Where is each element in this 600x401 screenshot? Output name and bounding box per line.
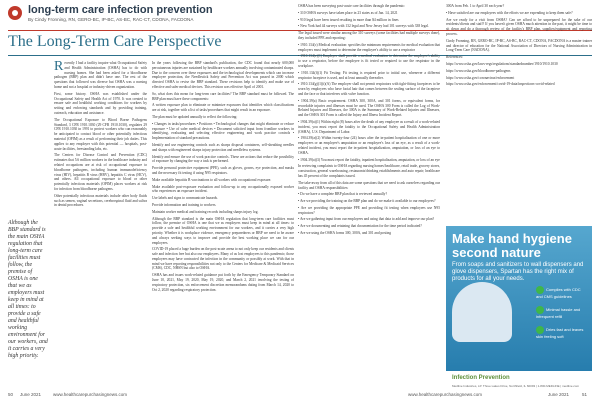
ad-brand: Infection Prevention [452,375,510,381]
paragraph: • 1904.39(a) Basic requirement. OSHA 300, 300A, and 301 forms, or equivalent forms, for recordable injuries and illnesses must be used. The OSHA 300 Form is called the Log of Work-Related Injuries and Illnesses, the 300A is the Summary of Work-Related Injuries and Illnesses, and the OSHA 301 Form is called the Injury and Illness Incident Report. [298,98,440,118]
issue-date-right: June 2021 [548,392,570,397]
paragraph: • Do we have a complete BBP plan that is reviewed annually? [298,192,388,197]
paragraph: Maintain worker medical and training records including sharps injury log. [152,209,259,214]
paragraph: • Are we documenting and retaining that documentation for the time period indicated? [298,224,422,229]
ad-feature: Minimal hassle and infrequent refill [536,307,581,319]
paragraph: Recently I had a facility inquire what Occupational Safety and Health Administration (OSHA) has to do with nursing homes. She had been asked for a bloodborne pathogen (BBP) plan and didn't have one. The rest of the questions that followed was diverse but OSHA was a nursing home and not a hospital or industry-driven organization. [54,61,147,89]
paragraph: The plan must be updated annually to reflect the following: [152,114,238,119]
article-column-1 [54,61,147,387]
paragraph: Are we ready for a visit from OSHA? Can we afford to be unprepared for the sake of our residents/clients and staff? If you haven't given OSHA much attention in the past, it might be time to sit down and do a thorough review of the facility's BBP plan, supplies/equipment and reporting process. [446,17,592,36]
paragraph: Other potentially infectious materials include other body fluids such as semen, vaginal secretions, cerebrospinal fluid and saliva in dental procedures. [54,193,147,208]
ad-feature: Complies with CDC and CMS guidelines [536,287,581,299]
check-icon [536,286,544,294]
paragraph: Make available post-exposure evaluation and follow-up to any occupationally exposed worker who experiences an exposure incident. [152,184,294,194]
ad-title: Make hand hygiene second nature [452,231,572,260]
paragraph: • 1910.134(c) Medical evaluation: specifies the minimum requirements for medical evaluation that employers must implement to determine the employee's ability to use a respirator [298,42,440,52]
paragraph: • Have satisfied are our employees with the efforts we are expending to keep them safe? [446,10,573,15]
ad-feature: Dries fast and leaves skin feeling soft [536,327,584,339]
ad-disclaimer: Medline Industries, LP. Three Lakes Drive, Northfield, IL 60093 | 1-800-MEDLINE | medline.com [452,384,580,388]
paragraph: Identify and ensure the use of work practice controls. These are actions that reduce the possibility of exposure by changing the way a task is performed. [152,154,294,164]
issue-date-left: June 2021 [20,392,42,397]
paragraph: Provide information and training to workers. [152,202,217,207]
paragraph: • Are we gathering input from our employees and using that data to add and improve our plan? [298,217,435,222]
paragraph: • Are we providing the training on the BBP plan and do we make it available to our employees? [298,199,436,204]
paragraph: First, some history. OSHA was established under the Occupational Safety and Health Act of 1970. It was created to ensure safe and healthful working conditions for workers by setting and enforcing standards and by providing training, outreach, education and assistance. [54,91,147,115]
paragraph: The Occupational Exposure to Blood Borne Pathogens Standard, 3 CFR 1910.1030 (29 CFR 1910.1030), regulates 29 CFR 1910.1030 in 1991 to protect workers who can reasonably be anticipated to contact blood or other potentially infectious material (OPIM) as a result of performing their job duties. This applies to any employer with this potential — hospitals, post-acute facilities, freestanding labs, etc. [54,117,147,151]
website-left[interactable]: www.healthcarepurchasingnews.com [53,392,128,397]
paragraph: • Are we providing the appropriate PPE and providing fit testing when employees use N95 respirators? [298,205,440,215]
paragraph: The legal issued were similar among the 310 surveys (some facilities had multiple surveys done), they included PPE and reporting: [298,31,440,40]
paragraph: Make available hepatitis B vaccinations to all workers with occupational exposure. [152,177,272,182]
paragraph: Cindy Fronning, RN, GERO-BC, IP-BC, AS-BC, RAC-CT, CDONA, FACDONA is a master trainer and director of education for the National Association of Directors of Nursing Administration in Long-Term Care (NADONA). [446,38,592,53]
paragraph: Use labels and signs to communicate hazards. [152,196,218,201]
article-headline: The Long-Term Care Perspective [8,33,222,50]
paragraph: https://www.osha.gov/bloodborne-pathogens [446,68,511,73]
paragraph: • New York had 44 surveys with 132 legal and New Jersey had 101 surveys with 338 legal. [298,24,429,29]
paragraph: • 310 OSHA surveys have taken place in 23 states as of Jan. 14, 2021 [298,10,398,15]
paragraph: • 1910.134(e)(1) Employer shall provide a medical evaluation to determine the employee's ability to use a respirator, before the employee is fit tested or required to use the respirator in the workplace. [298,54,440,68]
paragraph: • 1904.39(a)(3) You must report the fatality, inpatient hospitalization, amputation, or loss of an eye [298,157,440,162]
paragraph: https://www.osha.gov/enforcement/covid-19-data/inspections-covid-related [446,82,555,87]
paragraph: 300A from Feb. 1 to April 30 each year? [446,4,505,8]
paragraph: OSHA has and issues work-related guidance put forth by the Emergency Temporary Standard on June 10, 2021, May 19, 2020, May 19, 2020, and March 2, 2021 involving the testing of respiratory protection, six enforcement discretion memorandums dating from March 14, 2020 to Oct 2, 2020 regarding respiratory protection. [152,273,294,292]
ad-subtitle: From soaps and sanitizers to wall dispensers and glove dispensers, Spartan has the right mix of products for all your needs. [452,262,584,282]
article-column-2 [152,61,294,387]
byline: By Cindy Fronning, RN, GERO-BC, IP-BC, AS-BC, RAC-CT, CDONA, FACDONA [28,17,194,22]
paragraph: In reviewing complaints to OSHA regarding nursing homes/healthcare, retail trade, grocery stores, construction, general warehousing, restaurants/drinking establishments and auto repair; healthcare has 45 percent of the complaints issued. [298,164,440,178]
paragraph: References: [446,55,463,60]
page-number-right: 51 [582,392,588,397]
article-column-3 [298,4,440,387]
paragraph: • Are we using the OSHA forms 300, 300A, and 301 and posting [298,231,392,236]
paragraph: • 1910.134(f)(1) Fit Testing: Fit testing is required prior to initial use, whenever a different respirator facepiece is used, and at least annually thereafter. [298,70,440,80]
paragraph: https://www.osha.gov/laws-regs/regulations/standardnumber/1910/1910.1030 [446,61,558,66]
paragraph: Identify and use engineering controls such as sharps disposal containers, self-sheathing needles and sharps with engineered sharps injury protection and needleless systems. [152,142,294,152]
pull-quote: Although the BBP standard is the main OSHA regulation that long-term care facilities must follow, the premise of OSHA is one that we as employers must keep in mind at all times: to provide a safe and healthful working environment for our workers, and it carries a very high priority. [8,220,48,359]
hand-hygiene-advertisement[interactable] [446,226,592,395]
website-right[interactable]: www.healthcarepurchasingnews.com [408,392,483,397]
paragraph: The take-away from all of this data are some questions that we need to ask ourselves regarding our facility and OSHA responsibilities: [298,180,440,190]
paragraph: So, what does this mean for long-term care facilities? The BBP standard must be followed. The BBP plan must have these components: [152,91,294,101]
check-icon [536,306,544,314]
paragraph: A written exposure plan to eliminate or minimize exposures that identifies which classifications are at risk, together with a list of tasks/procedures that might result in an exposure. [152,103,294,113]
column-header [8,4,308,28]
infection-prevention-logo-icon [8,6,22,20]
paragraph: The Centers for Disease Control and Prevention (CDC) estimates that 5.6 million workers in the healthcare industry and related occupations are at risk of occupational exposure to bloodborne pathogens, including human immunodeficiency virus (HIV), hepatitis B virus (HBV), hepatitis C virus (HCV), and others. All occupational exposure to blood or other potentially infectious materials (OPIM) places workers at risk for infection from bloodborne pathogens. [54,153,147,191]
paragraph: In the years following the BBP standard's publication, the CDC found that nearly 600,000 percutaneous injuries are sustained by healthcare workers annually involving contaminated sharps. Due to the concern over these exposures and the technological developments which can increase employee protection, the Needlestick Safety and Prevention Act was passed in 2000 which directed OSHA to revise the BBP standard. These revisions help to identify and make use of effective and safer medical devices. This revision was effective April of 2001. [152,61,294,89]
paragraph: https://www.osha.gov/coronavirus/enforcement [446,75,515,80]
paragraph: OSHA has been surveying post-acute care facilities through the pandemic: [298,4,406,8]
paragraph: • 910 legal have been issued resulting in more than $4 million in fines [298,17,399,22]
column-title: long-term care infection prevention [28,4,213,16]
paragraph: • 1910.134(g)(1)(i)(A) The employer shall not permit respirators with tight-fitting facepieces to be worn by employees who have facial hair that comes between the sealing surface of the facepiece and the face or that interferes with valve function. [298,82,440,96]
page-number-left: 50 [8,392,14,397]
paragraph: Provide personal protective equipment (PPE), such as gloves, gowns, eye protection, and masks and the necessary fit testing if using N95 respirators. [152,166,294,175]
article-column-4 [446,4,592,222]
drop-cap: R [54,61,64,74]
paragraph: COVID-19 placed a huge burden on the post-acute arena to not only keep our residents and clients safe and infection free but also our employees. Many of us lost employees to this pandemic; those employees may have contracted the infection in the community or possibly at work. With that in mind we have reporting responsibilities not only to the Centers for Medicare & Medicaid Services (CMS), CDC, NHSN but also to OSHA. [152,247,294,271]
paragraph: • Changes in tasks/procedures • Positions • Technological changes that might eliminate or reduce exposure • Use of safer medical devices • Document solicited input from frontline workers in identifying, evaluating and selecting effective engineering and work practice controls • Implementation of standard precautions. [152,121,294,141]
paragraph: • 1904.39(a)(2) Within twenty-four (24) hours after the in-patient hospitalization of one or more employees or an employee's amputation or an employee's loss of an eye, as a result of a work-related incident, you must report the in-patient hospitalization, amputation, or loss of an eye to OSHA. [298,136,440,155]
glove-dispenser-image [452,282,512,342]
paragraph: • 1904.39(a)(1) Within eight (8) hours after the death of any employee as a result of a work-related incident, you must report the fatality to the Occupational Safety and Health Administration (OSHA), U.S. Department of Labor. [298,119,440,134]
check-icon [536,326,544,334]
paragraph: Although the BBP standard is the main OSHA regulation that long-term care facilities must follow, the premise of OSHA is one that we as employers must keep in mind at all times: to provide a safe and healthful working environment for our workers, and it carries a very high priority. Whether it is workplace violence, emergency preparedness or BBP we need to be aware and always seeking ways to improve and provide the best working place we can for our employees. [152,216,294,245]
